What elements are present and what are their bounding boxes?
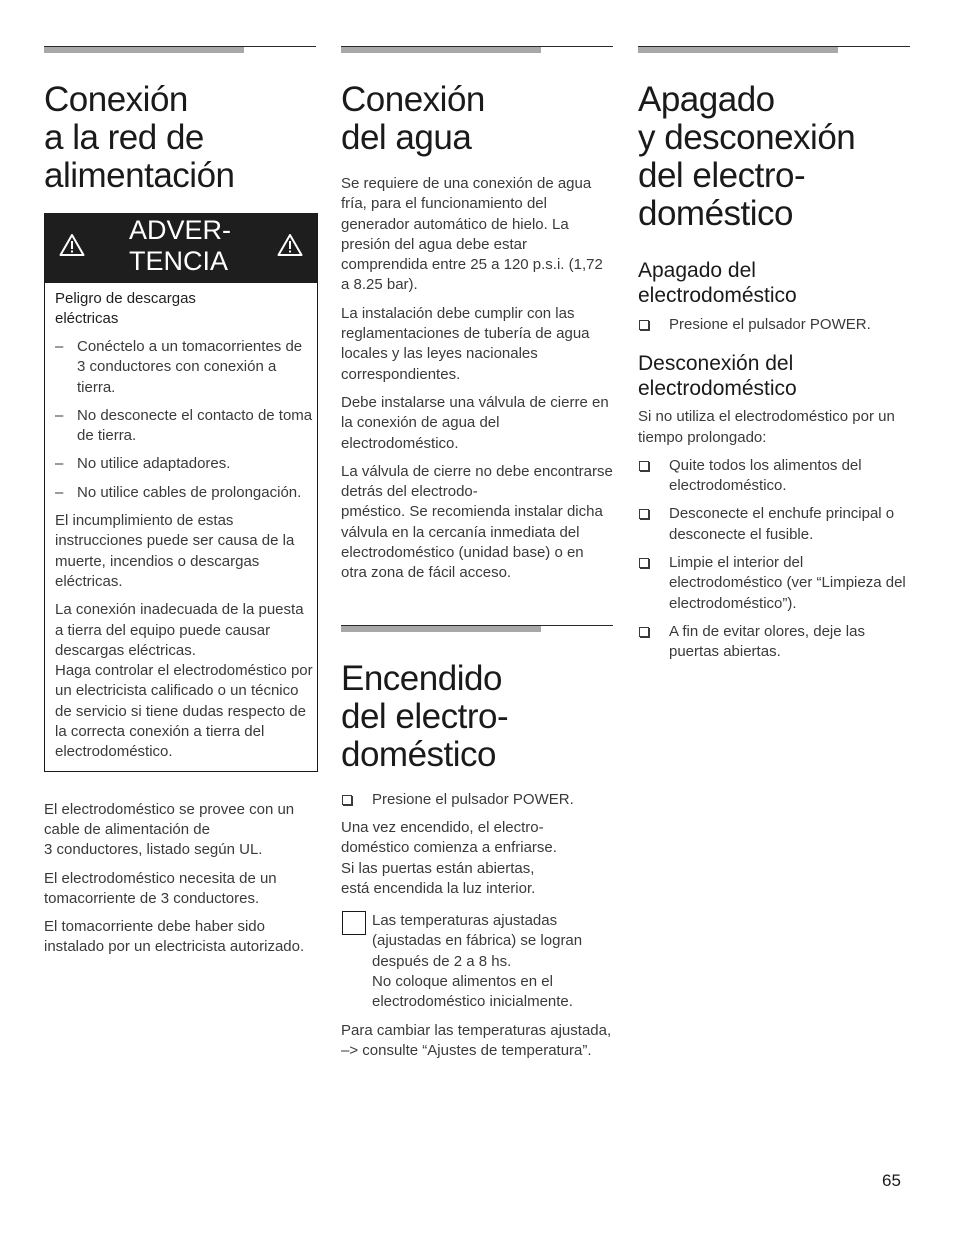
note xyxy=(341,911,613,1012)
step-text: A fin de evitar olores, deje las puertas abiertas. xyxy=(669,622,865,661)
section-rule xyxy=(44,46,316,52)
warning-subtitle: Peligro de descargas eléctricas xyxy=(55,290,196,327)
page-number: 65 xyxy=(882,1171,901,1190)
warning-paragraph: El incumplimiento de estas instrucciones puede ser causa de la muerte, incendios o descargas eléctricas. xyxy=(55,512,295,590)
list-item: – Conéctelo a un tomacorrientes de 3 conductores con conexión a tierra. xyxy=(55,337,313,398)
paragraph: Debe instalarse una válvula de cierre en la conexión de agua del electrodoméstico. xyxy=(341,393,609,452)
paragraph: Si no utiliza el electrodoméstico por un tiempo prolongado: xyxy=(638,408,895,446)
paragraph: Se requiere de una conexión de agua fría, para el funcionamiento del generador automático de hielo. La presión del agua debe estar comprendida entre 25 a 120 p.s.i. (1,72 a 8.25 bar). xyxy=(341,175,603,294)
note-box-icon xyxy=(342,911,366,935)
heading-switch-off: Apagado y desconexión del electro- doméstico xyxy=(638,80,856,233)
section-rule xyxy=(341,46,613,52)
step-text: Presione el pulsador POWER. xyxy=(372,790,574,808)
paragraph: Para cambiar las temperaturas ajustada, –> consulte “Ajustes de temperatura”. xyxy=(341,1021,612,1059)
power-text xyxy=(44,800,316,958)
list-item xyxy=(638,504,910,545)
heading-water-connection: Conexión del agua xyxy=(341,80,485,157)
paragraph: La instalación debe cumplir con las reglamentaciones de tubería de agua locales y las leyes nacionales correspondientes. xyxy=(341,304,590,383)
warning-paragraph: La conexión inadecuada de la puesta a tierra del equipo puede causar descargas eléctricas. Haga controlar el electrodoméstico por un electricista calificado o un técnico de servicio si tiene dudas respecto de la correcta conexión a tierra del electrodoméstico. xyxy=(55,601,313,761)
heading-switch-on: Encendido del electro- doméstico xyxy=(341,658,509,774)
warning-triangle-icon xyxy=(59,233,85,257)
list-item xyxy=(638,456,910,497)
checkbox-icon xyxy=(342,795,352,805)
warning-triangle-icon xyxy=(277,233,303,257)
subheading-switch-off: Apagado del electrodoméstico xyxy=(638,259,797,307)
water-text xyxy=(341,174,613,584)
list-item: – No utilice cables de prolongación. xyxy=(55,483,313,503)
list-item: – No utilice adaptadores. xyxy=(55,454,313,474)
checkbox-icon xyxy=(639,627,649,637)
list-item xyxy=(638,315,910,335)
checkbox-icon xyxy=(639,509,649,519)
warning-header xyxy=(45,213,317,283)
paragraph: La válvula de cierre no debe encontrarse detrás del electrodo- pméstico. Se recomienda instalar dicha válvula en la cercanía inmediata del electrodoméstico (unidad base) o en otra zona de fácil acceso. xyxy=(341,462,613,582)
heading-power-connection: Conexión a la red de alimentación xyxy=(44,80,235,195)
paragraph: El tomacorriente debe haber sido instalado por un electricista autorizado. xyxy=(44,918,305,956)
switch-off-steps xyxy=(638,315,910,335)
subheading-disconnect: Desconexión del electrodoméstico xyxy=(638,352,797,401)
switch-on-steps xyxy=(341,790,613,810)
column-power-connection xyxy=(44,46,316,966)
step-text: Limpie el interior del electrodoméstico (ver “Limpieza del electrodoméstico”). xyxy=(669,554,906,612)
paragraph: El electrodoméstico necesita de un tomacorriente de 3 conductores. xyxy=(44,869,277,907)
checkbox-icon xyxy=(639,461,649,471)
warning-body xyxy=(45,283,317,763)
paragraph: El electrodoméstico se provee con un cable de alimentación de 3 conductores, listado según UL. xyxy=(44,800,295,859)
note-text: Las temperaturas ajustadas (ajustadas en fábrica) se logran después de 2 a 8 hs. No coloque alimentos en el electrodoméstico inicialmente. xyxy=(372,912,583,1011)
checkbox-icon xyxy=(639,320,649,330)
column-water-connection xyxy=(341,46,613,1069)
warning-list xyxy=(55,337,313,503)
list-item: – No desconecte el contacto de toma de tierra. xyxy=(55,406,313,447)
list-item xyxy=(638,553,910,614)
warning-box xyxy=(44,213,318,772)
warning-title: ADVER- TENCIA xyxy=(129,215,232,276)
list-item xyxy=(638,622,910,663)
disconnect-steps xyxy=(638,456,910,663)
step-text: Presione el pulsador POWER. xyxy=(669,316,871,333)
step-text: Desconecte el enchufe principal o desconecte el fusible. xyxy=(669,505,895,543)
section-rule xyxy=(638,46,910,52)
checkbox-icon xyxy=(639,558,649,568)
paragraph: Una vez encendido, el electro- doméstico comienza a enfriarse. Si las puertas están abiertas, está encendida la luz interior. xyxy=(341,818,557,897)
column-switch-off xyxy=(638,46,910,671)
step-text: Quite todos los alimentos del electrodoméstico. xyxy=(669,456,862,495)
list-item xyxy=(341,790,613,810)
section-rule xyxy=(341,625,613,631)
